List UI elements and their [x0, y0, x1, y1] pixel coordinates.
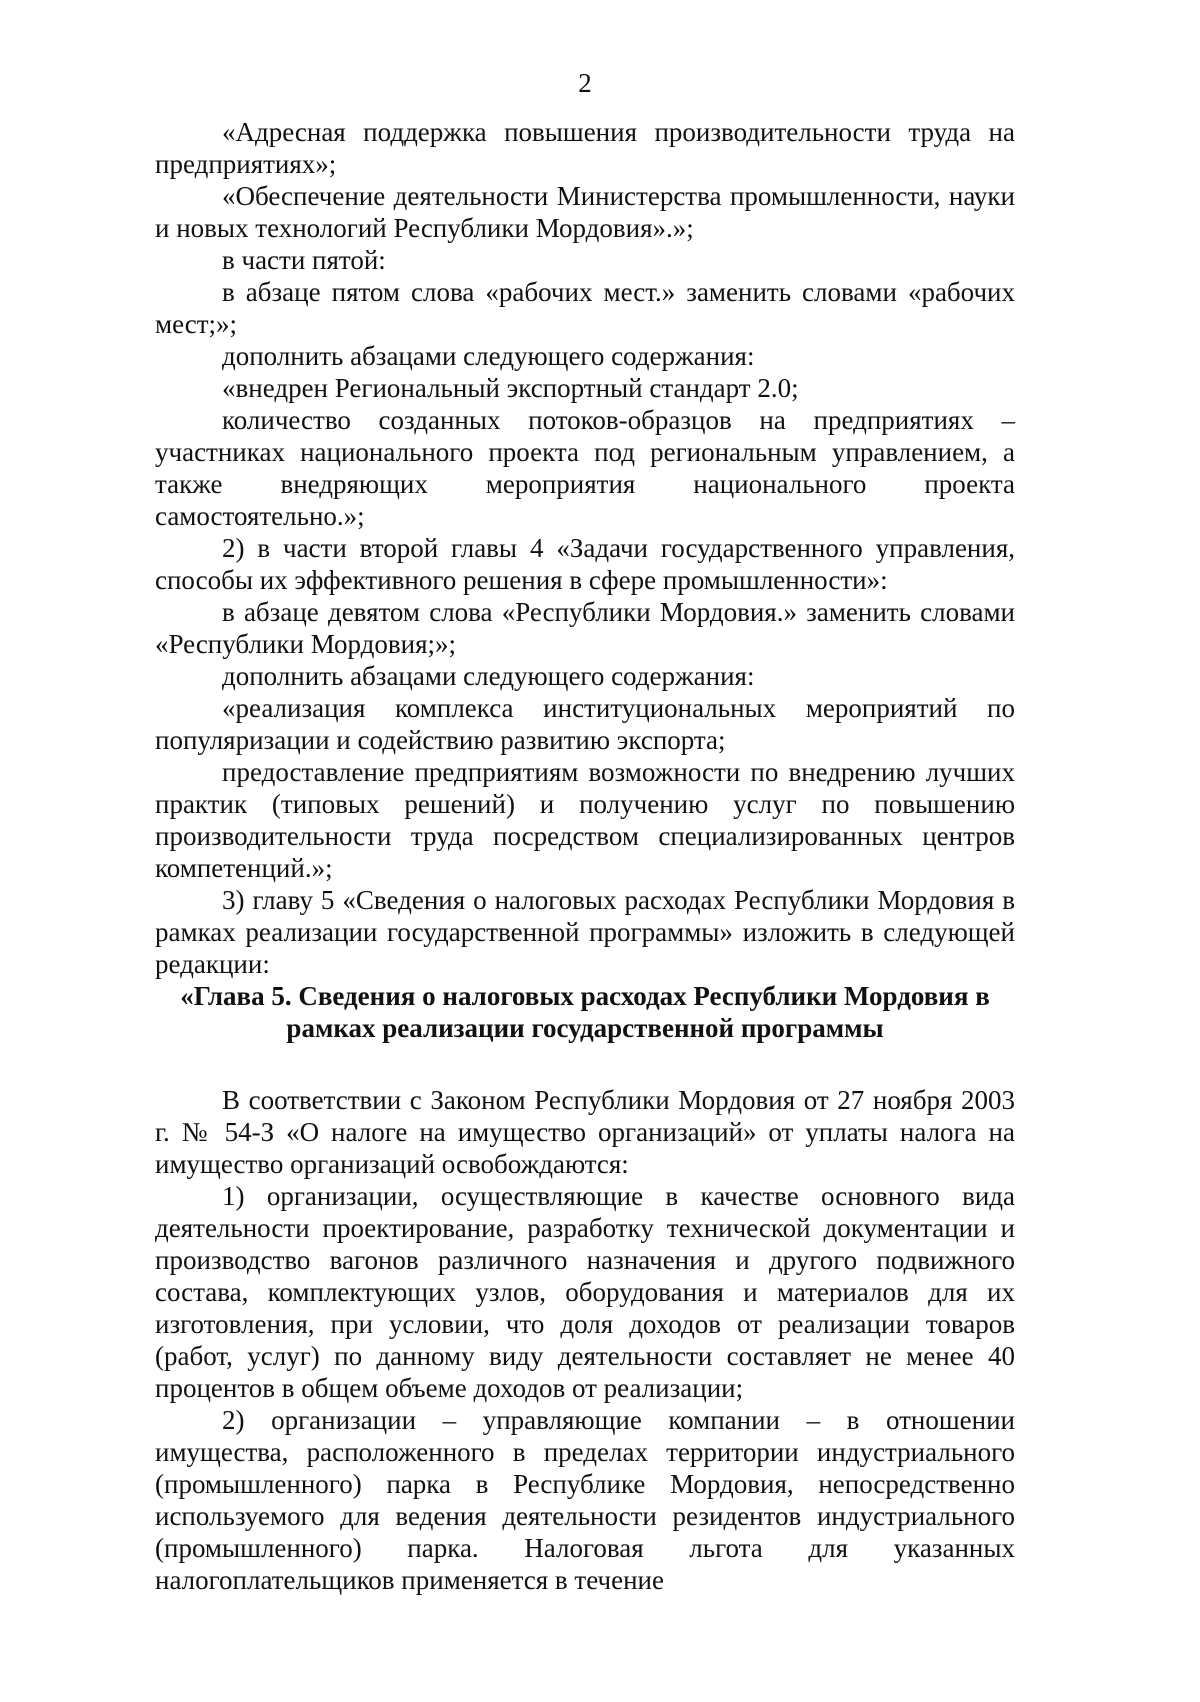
paragraph: предоставление предприятиям возможности по внедрению лучших практик (типовых решений) и получению услуг по повышению производительности труда посредством специализированных центров компетенций.»; — [155, 757, 1015, 883]
paragraph: «Обеспечение деятельности Министерства промышленности, науки и новых технологий Республики Мордовия».»; — [155, 181, 1015, 243]
paragraph: в части пятой: — [222, 245, 386, 275]
paragraph: дополнить абзацами следующего содержания: — [222, 661, 755, 691]
paragraph: 3) главу 5 «Сведения о налоговых расходах Республики Мордовия в рамках реализации государственной программы» изложить в следующей редакции: — [155, 885, 1015, 979]
paragraph: количество созданных потоков-образцов на предприятиях – участниках национального проекта под региональным управлением, а также внедряющих мероприятия национального проекта самостоятельно.»; — [155, 405, 1015, 531]
paragraph: дополнить абзацами следующего содержания: — [222, 341, 755, 371]
page-number: 2 — [578, 68, 592, 98]
paragraph: «реализация комплекса институциональных мероприятий по популяризации и содействию развитию экспорта; — [155, 693, 1015, 755]
paragraph: в абзаце девятом слова «Республики Мордовия.» заменить словами «Республики Мордовия;»; — [155, 597, 1015, 659]
paragraph: «Адресная поддержка повышения производительности труда на предприятиях»; — [155, 117, 1015, 179]
paragraph: 1) организации, осуществляющие в качестве основного вида деятельности проектирование, разработку технической документации и производство вагонов различного назначения и другого подвижного состава, комплектующих узлов, оборудования и материалов для их изготовления, при условии, что доля доходов от реализации товаров (работ, услуг) по данному виду деятельности составляет не менее 40 процентов в общем объеме доходов от реализации; — [155, 1181, 1015, 1403]
paragraph: 2) в части второй главы 4 «Задачи государственного управления, способы их эффективного решения в сфере промышленности»: — [155, 533, 1015, 595]
paragraph: 2) организации – управляющие компании – в отношении имущества, расположенного в пределах территории индустриального (промышленного) парка в Республике Мордовия, непосредственно используемого для ведения деятельности резидентов индустриального (промышленного) парка. Налоговая льгота для указанных налогоплательщиков применяется в течение — [155, 1405, 1015, 1595]
paragraph: В соответствии с Законом Республики Мордовия от 27 ноября 2003 г. № 54-З «О налоге на имущество организаций» от уплаты налога на имущество организаций освобождаются: — [155, 1085, 1015, 1179]
chapter-heading: «Глава 5. Сведения о налоговых расходах Республики Мордовия в рамках реализации государственной программы — [180, 981, 990, 1043]
paragraph: «внедрен Региональный экспортный стандарт 2.0; — [222, 373, 799, 403]
paragraph: в абзаце пятом слова «рабочих мест.» заменить словами «рабочих мест;»; — [155, 277, 1015, 339]
